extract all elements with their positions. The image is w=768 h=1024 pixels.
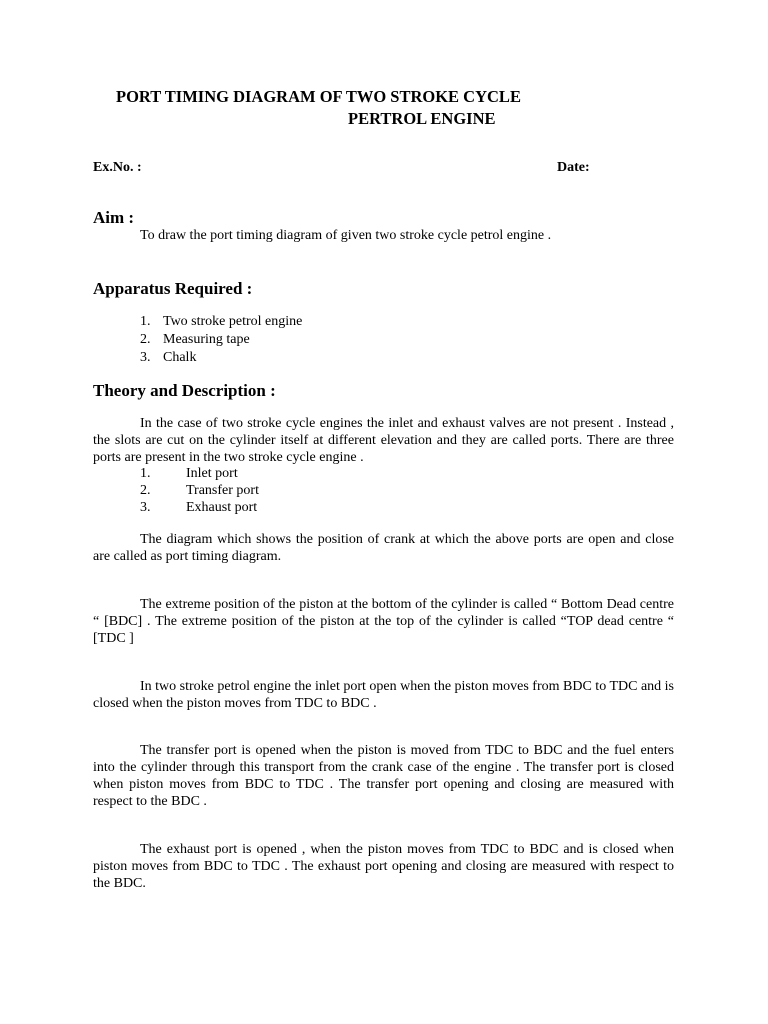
apparatus-heading: Apparatus Required : <box>93 279 253 298</box>
list-label: Two stroke petrol engine <box>163 314 303 329</box>
list-item <box>140 313 302 331</box>
apparatus-list <box>140 313 302 367</box>
list-item <box>140 482 259 499</box>
exno-label: Ex.No. : <box>93 160 142 175</box>
list-label: Exhaust port <box>186 500 258 515</box>
list-number: 3. <box>140 500 151 515</box>
list-item <box>140 499 259 516</box>
extreme-position-paragraph: The extreme position of the piston at the bottom of the cylinder is called “ Bottom Dead centre “ [BDC] . The extreme position of the piston at the top of the cylinder is called “TOP dead centre “ [TDC ] <box>93 597 674 646</box>
theory-heading: Theory and Description : <box>93 381 276 400</box>
aim-heading: Aim : <box>93 208 135 227</box>
list-label: Measuring tape <box>163 332 250 347</box>
title-line-1: PORT TIMING DIAGRAM OF TWO STROKE CYCLE <box>116 87 521 106</box>
inlet-port-paragraph: In two stroke petrol engine the inlet port open when the piston moves from BDC to TDC and is closed when the piston moves from TDC to BDC . <box>93 679 674 711</box>
date-label: Date: <box>557 160 590 175</box>
list-label: Chalk <box>163 350 197 365</box>
list-item <box>140 331 302 349</box>
list-label: Inlet port <box>186 466 238 481</box>
list-number: 2. <box>140 483 151 498</box>
list-item <box>140 349 302 367</box>
list-number: 1. <box>140 466 151 481</box>
aim-text: To draw the port timing diagram of given two stroke cycle petrol engine . <box>140 228 552 243</box>
list-item <box>140 465 259 482</box>
list-number: 1. <box>140 314 151 329</box>
diagram-paragraph: The diagram which shows the position of crank at which the above ports are open and close are called as port timing diagram. <box>93 532 674 564</box>
ports-list <box>140 465 259 516</box>
list-label: Transfer port <box>186 483 259 498</box>
list-number: 3. <box>140 350 151 365</box>
theory-intro-paragraph: In the case of two stroke cycle engines the inlet and exhaust valves are not present . Instead , the slots are cut on the cylinder itself at different elevation and they are called ports. There are three ports are present in the two stroke cycle engine . <box>93 416 674 465</box>
transfer-port-paragraph: The transfer port is opened when the piston is moved from TDC to BDC and the fuel enters into the cylinder through this transport from the crank case of the engine . The transfer port is closed when piston moves from BDC to TDC . The transfer port opening and closing are measured with respect to the BDC . <box>93 743 674 809</box>
list-number: 2. <box>140 332 151 347</box>
exhaust-port-paragraph: The exhaust port is opened , when the piston moves from TDC to BDC and is closed when piston moves from BDC to TDC . The exhaust port opening and closing are measured with respect to the BDC. <box>93 842 674 891</box>
title-line-2: PERTROL ENGINE <box>348 109 496 128</box>
